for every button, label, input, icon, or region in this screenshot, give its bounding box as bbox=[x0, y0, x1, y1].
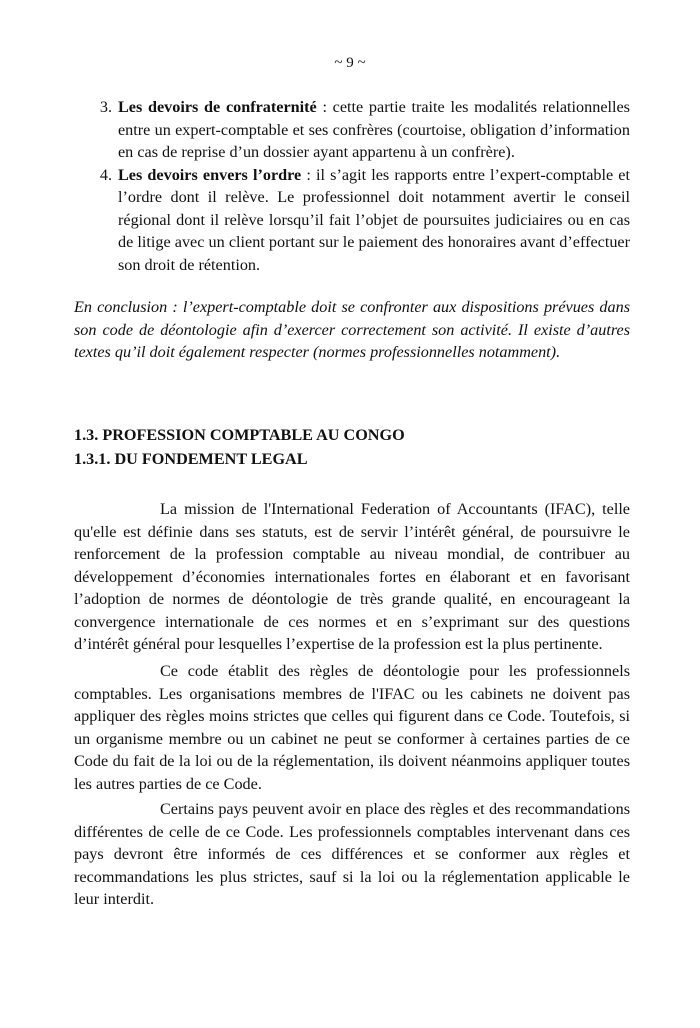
conclusion-paragraph: En conclusion : l’expert-comptable doit se confronter aux dispositions prévues dans son code de déontologie afin d’exercer correctement son activité. Il existe d’autres textes qu’il doit également respecter (normes professionnelles notamment). bbox=[74, 298, 630, 361]
list-item-number: 3. bbox=[99, 98, 112, 116]
list-item bbox=[82, 164, 630, 277]
duties-list bbox=[82, 96, 630, 276]
subsection-heading: 1.3.1. DU FONDEMENT LEGAL bbox=[74, 450, 308, 468]
list-item-title: Les devoirs de confraternité bbox=[118, 98, 317, 116]
body-paragraph: Ce code établit des règles de déontologie pour les professionnels comptables. Les organisations membres de l'IFAC ou les cabinets ne doivent pas appliquer des règles moins strictes que celles qui figurent dans ce Code. Toutefois, si un organisme membre ou un cabinet ne peut se conformer à certaines parties de ce Code du fait de la loi ou de la réglementation, ils doivent néanmoins appliquer toutes les autres parties de ce Code. bbox=[74, 662, 630, 793]
page-number: ~ 9 ~ bbox=[334, 55, 366, 71]
list-item-text: : il s’agit les rapports entre l’expert-comptable et l’ordre dont il relève. Le professionnel doit notamment avertir le conseil régional dont il relève lorsqu’il fait l’objet de poursuites judiciaires ou en cas de litige avec un client portant sur le paiement des honoraires avant d’effectuer son droit de rétention. bbox=[118, 165, 630, 274]
body-paragraph: La mission de l'International Federation of Accountants (IFAC), telle qu'elle est définie dans ses statuts, est de servir l’intérêt général, de poursuivre le renforcement de la profession comptable au niveau mondial, de contribuer au développement d’économies internationales fortes en élaborant et en favorisant l’adoption de normes de déontologie de très grande qualité, en encourageant la convergence internationale de ces normes et en s’exprimant sur des questions d’intérêt général pour lesquelles l’expertise de la profession est la plus pertinente. bbox=[74, 500, 630, 653]
list-item bbox=[82, 96, 630, 164]
body-paragraph: Certains pays peuvent avoir en place des règles et des recommandations différentes de celle de ce Code. Les professionnels comptables intervenant dans ces pays devront être informés de ces différences et se conformer aux règles et recommandations les plus strictes, sauf si la loi ou la réglementation applicable le leur interdit. bbox=[74, 800, 630, 908]
list-item-text: : cette partie traite les modalités relationnelles entre un expert-comptable et ses confrères (courtoise, obligation d’information en cas de reprise d’un dossier ayant appartenu à un confrère). bbox=[118, 98, 630, 161]
list-item-number: 4. bbox=[99, 165, 112, 184]
list-item-title: Les devoirs envers l’ordre bbox=[118, 165, 302, 184]
section-heading: 1.3. PROFESSION COMPTABLE AU CONGO bbox=[74, 426, 405, 444]
